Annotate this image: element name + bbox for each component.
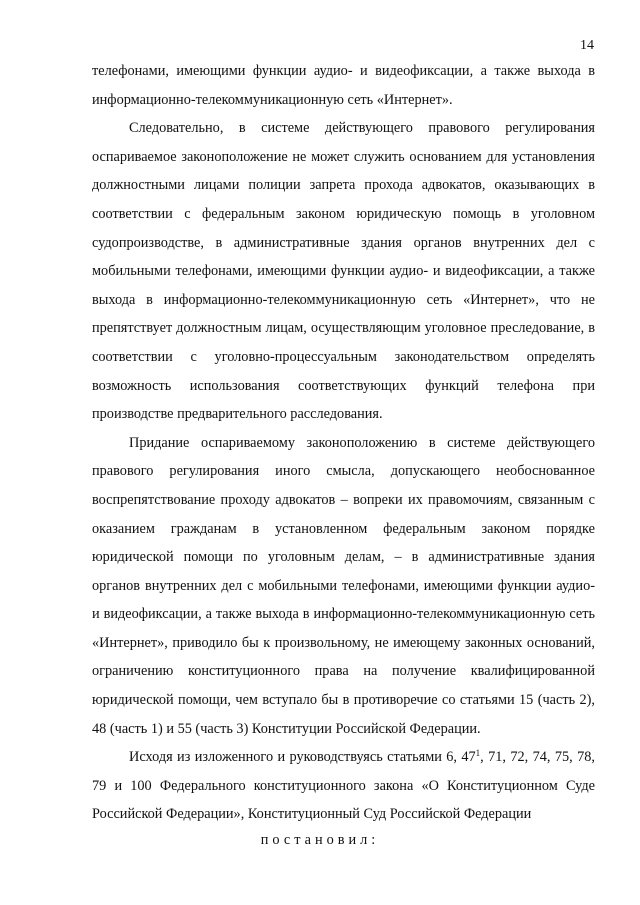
paragraph-interpretation: Придание оспариваемому законоположению в системе действующего правового регулирования иного смысла, допускающего необоснованное воспрепятствование проходу адвокатов – вопреки их правомочиям, связанным с оказанием гражданам в установленном федеральным законом порядке юридической помощи по уголовным делам, – в административные здания органов внутренних дел с мобильными телефонами, имеющими функции аудио- и видеофиксации, а также выхода в информационно-телекоммуникационную сеть «Интернет», приводило бы к произвольному, не имеющему законных оснований, ограничению конституционного права на получение квалифицированной юридической помощи, чем вступало бы в противоречие со статьями 15 (часть 2), 48 (часть 1) и 55 (часть 3) Конституции Российской Федерации. bbox=[92, 434, 595, 737]
paragraph-continuation: телефонами, имеющими функции аудио- и видеофиксации, а также выхода в информационно-телекоммуникационную сеть «Интернет». bbox=[92, 63, 595, 108]
paragraph-based-on-end: , 71, 72, 74, 75, 78, 79 и 100 Федерального конституционного закона «О Конституционном Суде Российской Федерации», Конституционный Суд Российской Федерации bbox=[92, 749, 595, 823]
document-body bbox=[92, 57, 595, 829]
paragraph-consequently: Следовательно, в системе действующего правового регулирования оспариваемое законоположение не может служить основанием для установления должностными лицами полиции запрета прохода адвокатов, оказывающих в соответствии с федеральным законом юридическую помощь в уголовном судопроизводстве, в административные здания органов внутренних дел с мобильными телефонами, имеющими функции аудио- и видеофиксации, а также выхода в информационно-телекоммуникационную сеть «Интернет», что не препятствует должностным лицам, осуществляющим уголовное преследование, в соответствии с уголовно-процессуальным законодательством определять возможность использования соответствующих функций телефона при производстве предварительного расследования. bbox=[92, 120, 595, 423]
article-superscript: 1 bbox=[475, 748, 481, 759]
paragraph-based-on bbox=[92, 743, 595, 829]
page-number: 14 bbox=[580, 38, 594, 53]
resolution-heading: постановил: bbox=[260, 832, 380, 848]
paragraph-based-on-start: Исходя из изложенного и руководствуясь статьями 6, 47 bbox=[129, 749, 476, 766]
